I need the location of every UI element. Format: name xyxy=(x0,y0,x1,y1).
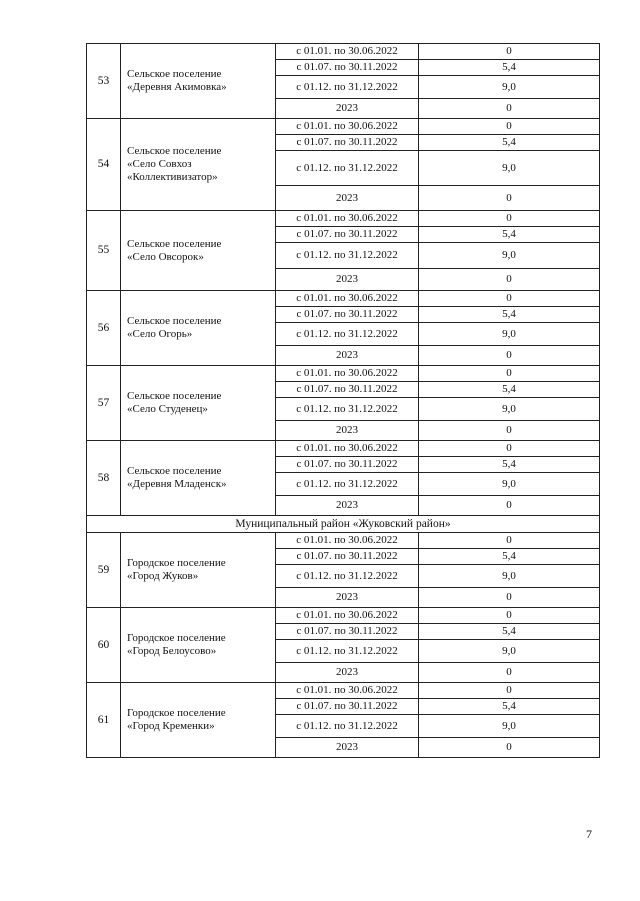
period-label: с 01.12. по 31.12.2022 xyxy=(276,243,419,269)
period-value: 0 xyxy=(419,588,600,608)
settlement-name-line: «Город Кременки» xyxy=(127,720,215,732)
period-label: с 01.12. по 31.12.2022 xyxy=(276,473,419,496)
period-value: 5,4 xyxy=(419,699,600,715)
period-value: 0 xyxy=(419,44,600,60)
period-label: с 01.01. по 30.06.2022 xyxy=(276,533,419,549)
period-value: 5,4 xyxy=(419,60,600,76)
settlement-name-line: Сельское поселение xyxy=(127,145,222,157)
settlement-name xyxy=(121,211,276,291)
period-label: с 01.12. по 31.12.2022 xyxy=(276,398,419,421)
period-value: 5,4 xyxy=(419,549,600,565)
period-value: 5,4 xyxy=(419,227,600,243)
period-value: 5,4 xyxy=(419,382,600,398)
period-label: 2023 xyxy=(276,99,419,119)
period-label: с 01.01. по 30.06.2022 xyxy=(276,291,419,307)
period-value: 0 xyxy=(419,738,600,758)
row-number: 54 xyxy=(87,119,121,211)
period-value: 9,0 xyxy=(419,398,600,421)
period-label: с 01.07. по 30.11.2022 xyxy=(276,227,419,243)
period-value: 0 xyxy=(419,346,600,366)
table-row xyxy=(87,211,600,227)
period-value: 5,4 xyxy=(419,135,600,151)
period-label: 2023 xyxy=(276,346,419,366)
period-value: 0 xyxy=(419,533,600,549)
period-label: с 01.07. по 30.11.2022 xyxy=(276,135,419,151)
settlement-name xyxy=(121,291,276,366)
period-value: 9,0 xyxy=(419,151,600,186)
settlement-name xyxy=(121,44,276,119)
table-row xyxy=(87,44,600,60)
period-label: 2023 xyxy=(276,421,419,441)
period-value: 0 xyxy=(419,421,600,441)
table-row xyxy=(87,441,600,457)
period-label: с 01.01. по 30.06.2022 xyxy=(276,211,419,227)
row-number: 56 xyxy=(87,291,121,366)
period-label: 2023 xyxy=(276,269,419,291)
row-number: 57 xyxy=(87,366,121,441)
period-value: 0 xyxy=(419,683,600,699)
period-value: 9,0 xyxy=(419,565,600,588)
tariff-table xyxy=(86,43,600,758)
region-row xyxy=(87,516,600,533)
row-number: 58 xyxy=(87,441,121,516)
settlement-name-line: «Село Совхоз xyxy=(127,158,192,170)
row-number: 53 xyxy=(87,44,121,119)
period-value: 0 xyxy=(419,211,600,227)
period-label: с 01.12. по 31.12.2022 xyxy=(276,640,419,663)
period-label: 2023 xyxy=(276,496,419,516)
period-value: 5,4 xyxy=(419,624,600,640)
settlement-name-line: Сельское поселение xyxy=(127,465,222,477)
settlement-name xyxy=(121,608,276,683)
period-value: 9,0 xyxy=(419,76,600,99)
settlement-name xyxy=(121,533,276,608)
region-title: Муниципальный район «Жуковский район» xyxy=(87,516,600,533)
settlement-name-line: Сельское поселение xyxy=(127,315,222,327)
period-value: 0 xyxy=(419,366,600,382)
period-label: с 01.01. по 30.06.2022 xyxy=(276,119,419,135)
settlement-name-line: «Село Овсорок» xyxy=(127,250,204,263)
period-label: с 01.01. по 30.06.2022 xyxy=(276,683,419,699)
table-row xyxy=(87,291,600,307)
period-label: с 01.01. по 30.06.2022 xyxy=(276,366,419,382)
row-number: 55 xyxy=(87,211,121,291)
period-label: с 01.01. по 30.06.2022 xyxy=(276,441,419,457)
settlement-name-line: Сельское поселение xyxy=(127,237,222,250)
period-value: 5,4 xyxy=(419,307,600,323)
period-value: 9,0 xyxy=(419,640,600,663)
settlement-name xyxy=(121,119,276,211)
settlement-name-line: «Село Огорь» xyxy=(127,328,193,340)
period-value: 0 xyxy=(419,119,600,135)
settlement-name-line: «Село Студенец» xyxy=(127,403,208,415)
period-value: 0 xyxy=(419,269,600,291)
row-number: 60 xyxy=(87,608,121,683)
period-value: 0 xyxy=(419,186,600,211)
settlement-name xyxy=(121,441,276,516)
period-value: 5,4 xyxy=(419,457,600,473)
settlement-name-line: «Город Белоусово» xyxy=(127,645,217,657)
period-label: с 01.07. по 30.11.2022 xyxy=(276,457,419,473)
period-label: с 01.07. по 30.11.2022 xyxy=(276,60,419,76)
period-value: 0 xyxy=(419,291,600,307)
settlement-name-line: Городское поселение xyxy=(127,707,226,719)
settlement-name-line: Городское поселение xyxy=(127,632,226,644)
period-value: 0 xyxy=(419,496,600,516)
period-label: с 01.01. по 30.06.2022 xyxy=(276,608,419,624)
period-label: с 01.12. по 31.12.2022 xyxy=(276,323,419,346)
settlement-name xyxy=(121,366,276,441)
period-label: с 01.12. по 31.12.2022 xyxy=(276,565,419,588)
page-number: 7 xyxy=(586,827,592,841)
period-label: с 01.07. по 30.11.2022 xyxy=(276,699,419,715)
period-value: 9,0 xyxy=(419,323,600,346)
row-number: 61 xyxy=(87,683,121,758)
table-row xyxy=(87,608,600,624)
period-label: 2023 xyxy=(276,588,419,608)
period-label: с 01.01. по 30.06.2022 xyxy=(276,44,419,60)
period-label: 2023 xyxy=(276,186,419,211)
period-label: с 01.07. по 30.11.2022 xyxy=(276,624,419,640)
period-label: с 01.07. по 30.11.2022 xyxy=(276,382,419,398)
settlement-name-line: «Деревня Акимовка» xyxy=(127,81,227,93)
period-label: с 01.12. по 31.12.2022 xyxy=(276,151,419,186)
period-value: 9,0 xyxy=(419,473,600,496)
settlement-name-line: Сельское поселение xyxy=(127,68,222,80)
settlement-name-line: «Коллективизатор» xyxy=(127,171,218,183)
settlement-name xyxy=(121,683,276,758)
period-label: с 01.07. по 30.11.2022 xyxy=(276,549,419,565)
period-value: 9,0 xyxy=(419,715,600,738)
period-label: с 01.12. по 31.12.2022 xyxy=(276,76,419,99)
settlement-name-line: «Деревня Младенск» xyxy=(127,478,227,490)
period-value: 0 xyxy=(419,99,600,119)
settlement-name-line: Городское поселение xyxy=(127,557,226,569)
period-label: с 01.12. по 31.12.2022 xyxy=(276,715,419,738)
table-row xyxy=(87,119,600,135)
period-label: 2023 xyxy=(276,663,419,683)
table-row xyxy=(87,533,600,549)
period-label: с 01.07. по 30.11.2022 xyxy=(276,307,419,323)
period-value: 0 xyxy=(419,608,600,624)
settlement-name-line: «Город Жуков» xyxy=(127,570,199,582)
table-row xyxy=(87,683,600,699)
table-row xyxy=(87,366,600,382)
settlement-name-line: Сельское поселение xyxy=(127,390,222,402)
period-label: 2023 xyxy=(276,738,419,758)
period-value: 0 xyxy=(419,441,600,457)
period-value: 0 xyxy=(419,663,600,683)
period-value: 9,0 xyxy=(419,243,600,269)
row-number: 59 xyxy=(87,533,121,608)
